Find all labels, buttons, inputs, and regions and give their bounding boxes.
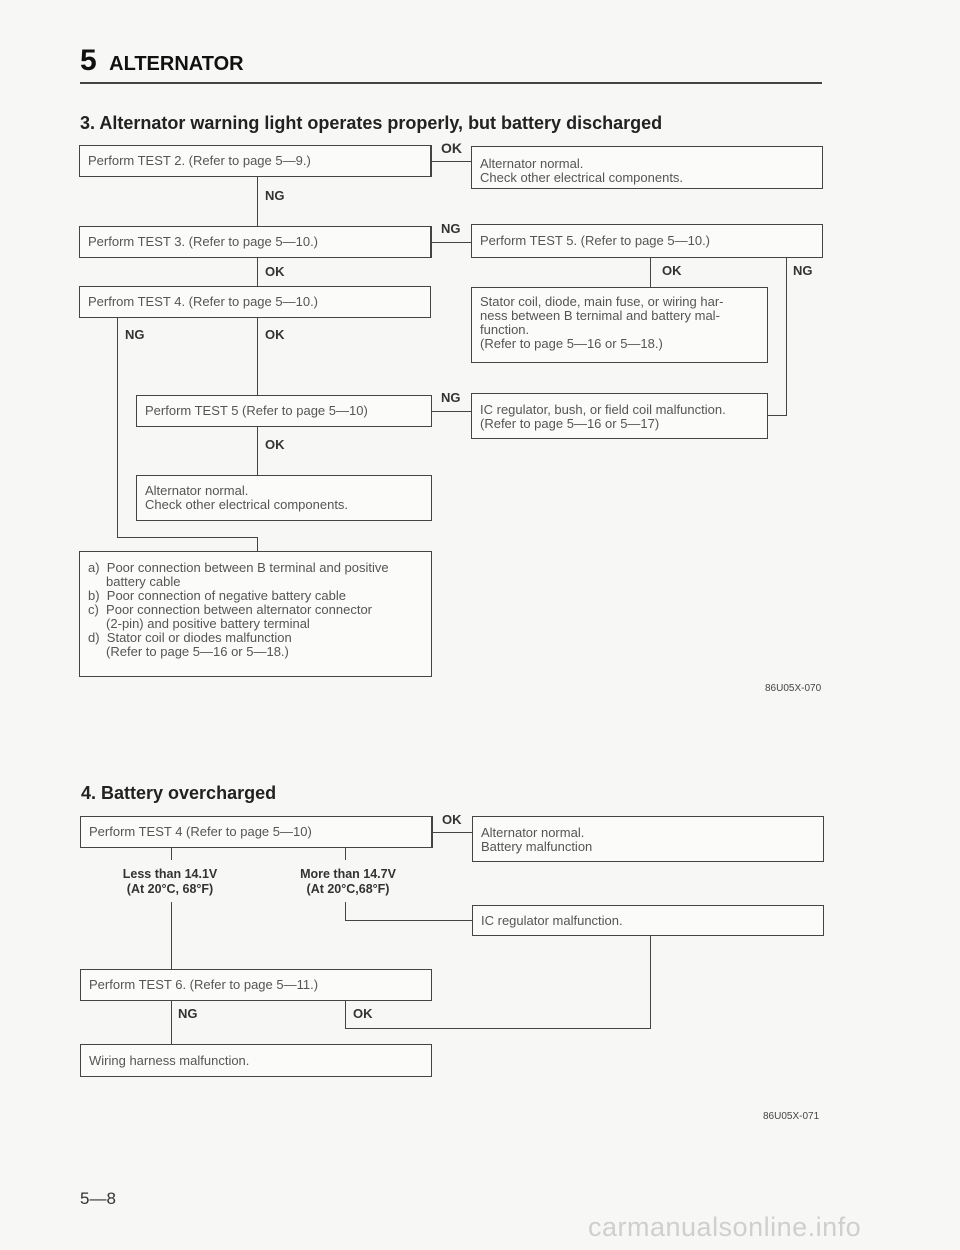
connector (431, 161, 471, 162)
chapter-title: ALTERNATOR (109, 53, 244, 75)
condition-line: (At 20°C,68°F) (306, 882, 390, 896)
label-ok: OK (265, 327, 285, 342)
box-stator-coil (471, 287, 768, 363)
connector (432, 832, 472, 833)
label-ng: NG (793, 263, 813, 278)
cause-line: (2-pin) and positive battery terminal (88, 616, 310, 631)
box-text-line: Stator coil, diode, main fuse, or wiring har- (480, 294, 724, 309)
label-ng: NG (125, 327, 145, 342)
label-ng: NG (178, 1006, 198, 1021)
box-text-line: Check other electrical components. (480, 170, 684, 185)
box-text-line: Alternator normal. (145, 483, 249, 498)
connector (171, 1001, 172, 1044)
connector (257, 177, 258, 226)
label-ok: OK (353, 1006, 373, 1021)
connector (345, 1001, 346, 1028)
box-text-line: Alternator normal. (481, 825, 585, 840)
connector (117, 537, 258, 538)
label-ng: NG (441, 390, 461, 405)
connector (345, 902, 346, 920)
box-text: Wiring harness malfunction. (89, 1052, 250, 1068)
box-perform-test-4 (79, 286, 431, 318)
box-text-line: ness between B ternimal and battery mal- (480, 308, 720, 323)
label-ok: OK (441, 140, 462, 156)
chapter-header (80, 44, 244, 78)
box-text: Perform TEST 5. (Refer to page 5—10.) (480, 233, 711, 248)
page-number: 5—8 (80, 1189, 116, 1208)
figure-id: 86U05X-071 (763, 1111, 820, 1122)
cause-line: a) Poor connection between B terminal and positive (88, 560, 389, 575)
condition-line: More than 14.7V (300, 867, 396, 881)
label-ok: OK (662, 263, 682, 278)
label-ok: OK (442, 812, 462, 827)
connector (650, 936, 651, 1029)
condition-line: Less than 14.1V (122, 867, 218, 881)
connector (786, 258, 787, 415)
box-ic-regulator-s4 (472, 905, 824, 936)
connector (431, 395, 432, 427)
cause-line: battery cable (88, 574, 181, 589)
condition-less-than (100, 867, 240, 897)
connector (431, 242, 471, 243)
connector (257, 537, 258, 551)
connector (257, 427, 258, 475)
figure-id: 86U05X-070 (765, 683, 822, 694)
box-perform-test-3 (79, 226, 431, 258)
connector (345, 1028, 651, 1029)
connector (171, 848, 172, 860)
connector (171, 902, 172, 969)
section-4-title: 4. Battery overcharged (81, 783, 277, 803)
connector (432, 816, 433, 848)
connector (650, 258, 651, 287)
box-text: Perform TEST 5 (Refer to page 5—10) (145, 403, 368, 418)
box-causes-list (79, 551, 432, 677)
cause-line: c) Poor connection between alternator connector (88, 602, 373, 617)
connector (117, 318, 118, 537)
box-alternator-normal-s4 (472, 816, 824, 862)
label-ng: NG (265, 188, 285, 203)
box-text: IC regulator malfunction. (481, 912, 623, 928)
box-text-line: function. (480, 322, 530, 337)
connector (257, 318, 258, 395)
header-rule (80, 82, 822, 84)
box-text: Perform TEST 2. (Refer to page 5—9.) (88, 153, 311, 168)
box-text: Perfrom TEST 4. (Refer to page 5—10.) (88, 294, 319, 309)
box-text: Perform TEST 6. (Refer to page 5—11.) (89, 977, 319, 992)
label-ok: OK (265, 264, 285, 279)
cause-line: d) Stator coil or diodes malfunction (88, 630, 292, 645)
box-perform-test-4-s4 (80, 816, 432, 848)
watermark: carmanualsonline.info (588, 1212, 862, 1242)
condition-line: (At 20°C, 68°F) (126, 882, 214, 896)
connector (432, 411, 471, 412)
box-alternator-normal-1 (471, 146, 823, 189)
box-text-line: IC regulator, bush, or field coil malfunction. (480, 402, 726, 417)
box-text-line: Check other electrical components. (145, 497, 349, 512)
box-text: Perform TEST 4 (Refer to page 5—10) (89, 824, 312, 839)
cause-line: b) Poor connection of negative battery cable (88, 588, 346, 603)
connector (768, 415, 787, 416)
label-ok: OK (265, 437, 285, 452)
box-alternator-normal-2 (136, 475, 432, 521)
connector (345, 848, 346, 860)
label-ng: NG (441, 221, 461, 236)
box-text-line: Battery malfunction (481, 839, 593, 854)
chapter-number: 5 (80, 44, 97, 77)
cause-line: (Refer to page 5—16 or 5—18.) (88, 644, 289, 659)
box-text: Perform TEST 3. (Refer to page 5—10.) (88, 234, 319, 249)
box-perform-test-6 (80, 969, 432, 1001)
box-text-line: (Refer to page 5—16 or 5—17) (480, 416, 660, 431)
box-text-line: (Refer to page 5—16 or 5—18.) (480, 336, 663, 351)
box-ic-regulator-brush (471, 393, 768, 439)
connector (431, 145, 432, 177)
box-perform-test-5-right (471, 224, 823, 258)
box-wiring-harness (80, 1044, 432, 1077)
connector (345, 920, 472, 921)
box-perform-test-5-mid (136, 395, 432, 427)
box-text-line: Alternator normal. (480, 156, 584, 171)
condition-more-than (278, 867, 418, 897)
box-perform-test-2 (79, 145, 431, 177)
connector (257, 258, 258, 286)
section-3-title: 3. Alternator warning light operates properly, but battery discharged (80, 113, 663, 133)
connector (431, 226, 432, 258)
